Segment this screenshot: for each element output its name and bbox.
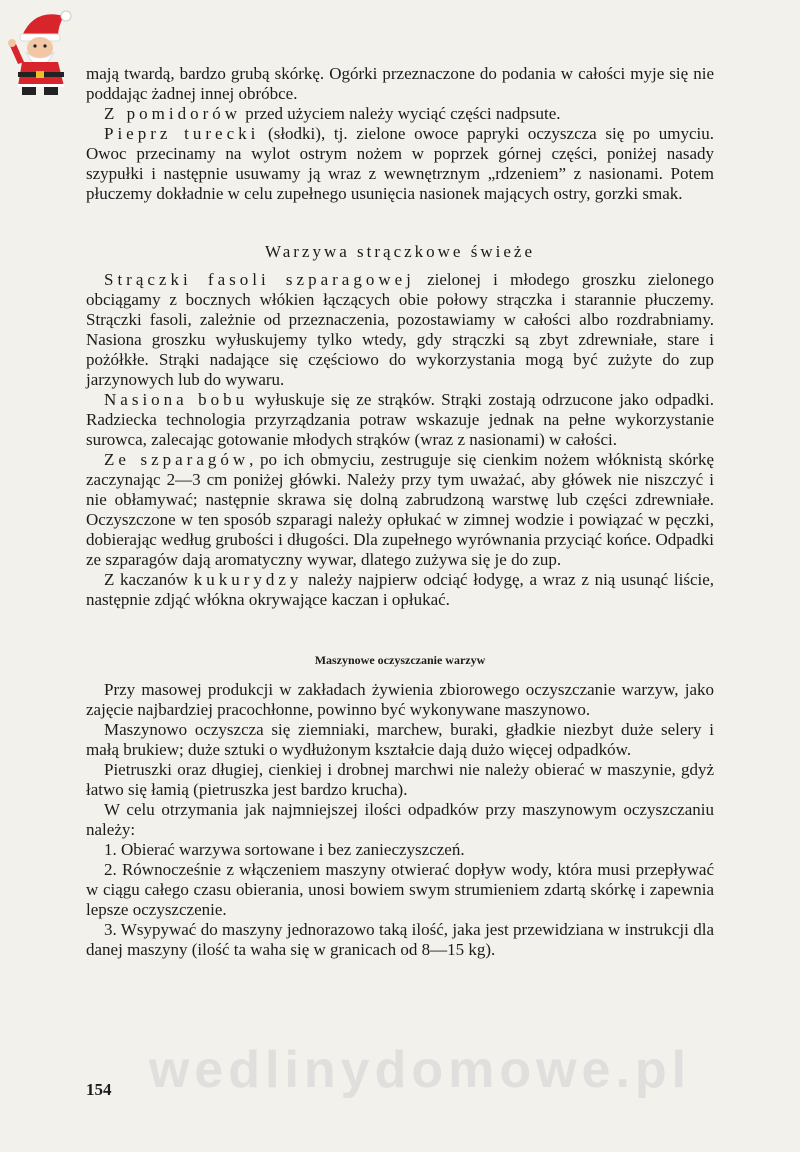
- paragraph: Przy masowej produkcji w zakładach żywienia zbiorowego oczyszczanie warzyw, jako zajęcie najbardziej pracochłonne, powinno być wykonywane maszynowo.: [86, 680, 714, 719]
- paragraph: Maszynowo oczyszcza się ziemniaki, marchew, buraki, gładkie niezbyt duże selery i małą brukiew; duże sztuki o wydłużonym kształcie dają dużo więcej odpadków.: [86, 720, 714, 759]
- paragraph-text: Z kaczanów: [104, 570, 194, 589]
- paragraph-text: (słodki), tj. zielone owoce papryki oczyszcza się po umyciu. Owoc przecinamy na wylot ostrym nożem w poprzek górnej części, poniżej nasady szypułki i następnie usuwamy ją wraz z wewnętrznym „rdzeniem” z nasionami. Potem płuczemy dokładnie w celu zupełnego usunięcia nasionek mających ostry, gorzki smak.: [86, 124, 714, 203]
- spaced-term: Strączki fasoli szparagowej: [104, 270, 415, 289]
- paragraph: [86, 124, 714, 204]
- spaced-term: kukurydzy: [193, 570, 303, 589]
- paragraph: [86, 570, 714, 610]
- paragraph: [86, 390, 714, 450]
- santa-claus-icon: [8, 6, 80, 98]
- paragraph: Pietruszki oraz długiej, cienkiej i drobnej marchwi nie należy obierać w maszynie, gdyż łatwo się łamią (pietruszka jest bardzo krucha).: [86, 760, 714, 799]
- list-item: 2. Równocześnie z włączeniem maszyny otwierać dopływ wody, która musi przepływać w ciągu całego czasu obierania, unosi bowiem swym strumieniem zdartą skórkę i zapewnia lepsze oczyszczenie.: [86, 860, 714, 919]
- page-number: 154: [86, 1080, 112, 1099]
- paragraph: mają twardą, bardzo grubą skórkę. Ogórki przeznaczone do podania w całości myje się nie poddając żadnej innej obróbce.: [86, 64, 714, 103]
- list-item: 1. Obierać warzywa sortowane i bez zanieczyszczeń.: [104, 840, 465, 859]
- spaced-term: Ze szparagów: [104, 450, 250, 469]
- paragraph-text: wyłuskuje się ze strąków. Strąki zostają odrzucone jako odpadki. Radziecka technologia przyrządzania potraw wskazuje jednak na pełne wykorzystanie surowca, zalecając gotowanie młodych strąków (wraz z nasionami) w całości.: [86, 390, 714, 449]
- paragraph-text: przed użyciem należy wyciąć części nadpsute.: [241, 104, 561, 123]
- section-heading: Warzywa strączkowe świeże: [265, 242, 535, 261]
- paragraph-text: zielonej i młodego groszku zielonego obciągamy z bocznych włókien łączących obie połowy strączka i starannie płuczemy. Strączki fasoli, zależnie od przeznaczenia, pozostawiamy w całości albo rozdrabniamy. Nasiona groszku wyłuskujemy tylko wtedy, gdy strączki są zbyt zdrewniałe, stare i pożółkłe. Strąki nadające się częściowo do wykorzystania mogą być zużyte do zup jarzynowych lub do wywaru.: [86, 270, 714, 389]
- paragraph: [86, 450, 714, 570]
- spaced-term: Pieprz turecki: [104, 124, 260, 143]
- subsection-heading: Maszynowe oczyszczanie warzyw: [314, 653, 486, 667]
- paragraph-text: , po ich obmyciu, zestruguje się cienkim nożem włóknistą skórkę zaczynając 2—3 cm poniżej główki. Należy przy tym uważać, aby główek nie niszczyć i nie obłamywać; następnie skrawa się dolną zabrudzoną warstwę lub części zdrewniałe. Oczyszczone w ten sposób szparagi należy opłukać w zimnej wodzie i powiązać w pęczki, dobierając według grubości i długości. Dla zupełnego wyrównania przyciąć końce. Odpadki ze szparagów dają aromatyczny wywar, dlatego zużywa się je do zup.: [86, 450, 714, 569]
- paragraph-text: należy najpierw odciąć łodygę, a wraz z nią usunąć liście, następnie zdjąć włókna okrywające kaczan i opłukać.: [86, 570, 715, 609]
- list-item: 3. Wsypywać do maszyny jednorazowo taką ilość, jaka jest przewidziana w instrukcji dla danej maszyny (ilość ta waha się w granicach od 8—15 kg).: [86, 920, 714, 959]
- paragraph: [86, 270, 714, 390]
- spaced-term: Z pomidorów: [104, 104, 242, 123]
- watermark: wedlinydomowe.pl: [148, 1041, 692, 1099]
- spaced-term: Nasiona bobu: [104, 390, 249, 409]
- page-text: [86, 64, 714, 960]
- paragraph: W celu otrzymania jak najmniejszej ilości odpadków przy maszynowym oczyszczaniu należy:: [86, 800, 714, 839]
- paragraph: [86, 104, 714, 124]
